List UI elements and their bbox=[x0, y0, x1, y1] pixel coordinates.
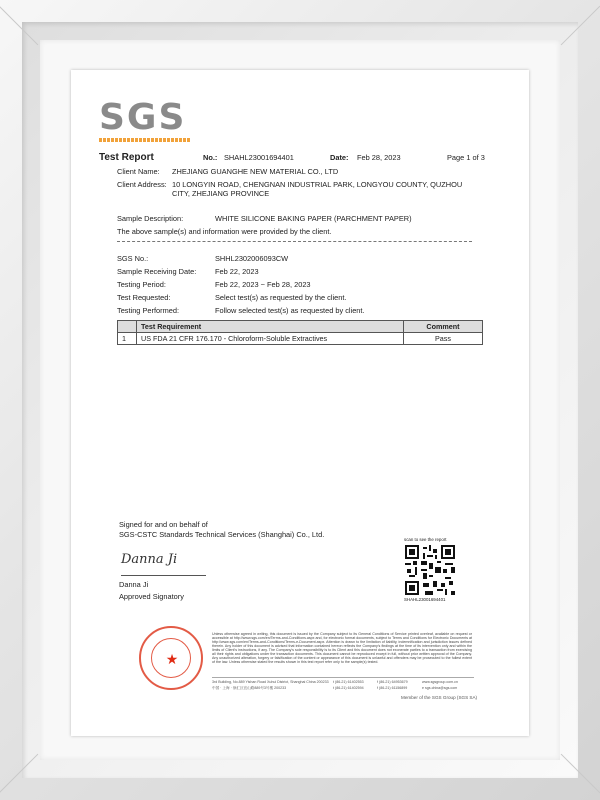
telephone-2: t (86-21) 61402594 bbox=[333, 686, 364, 690]
sample-note: The above sample(s) and information were provided by the client. bbox=[117, 227, 332, 236]
sgs-logo-text: SGS bbox=[99, 97, 187, 138]
sgs-logo bbox=[99, 97, 191, 142]
seal-inner-ring bbox=[151, 638, 191, 678]
table-header-comment: Comment bbox=[404, 321, 483, 333]
member-of-sgs-group: Member of the SGS Group (SGS SA) bbox=[401, 695, 478, 700]
table-header-requirement: Test Requirement bbox=[137, 321, 404, 333]
signature-line bbox=[121, 575, 206, 576]
report-no-label: No.: bbox=[203, 153, 218, 162]
receiving-date-value: Feb 22, 2023 bbox=[215, 267, 259, 276]
client-name-value: ZHEJIANG GUANGHE NEW MATERIAL CO., LTD bbox=[172, 167, 339, 176]
testing-period-value: Feb 22, 2023 ~ Feb 28, 2023 bbox=[215, 280, 311, 289]
client-address-line2: CITY, ZHEJIANG PROVINCE bbox=[172, 189, 270, 198]
report-date-value: Feb 28, 2023 bbox=[357, 153, 401, 162]
client-name-label: Client Name: bbox=[117, 167, 160, 176]
client-address-label: Client Address: bbox=[117, 180, 167, 189]
sgs-no-label: SGS No.: bbox=[117, 254, 149, 263]
email: e sgs.china@sgs.com bbox=[422, 686, 458, 690]
company-seal bbox=[139, 626, 203, 690]
signatory-role: Approved Signatory bbox=[119, 592, 184, 601]
testing-performed-value: Follow selected test(s) as requested by client. bbox=[215, 306, 365, 315]
test-report-document bbox=[71, 70, 529, 736]
telephone-1: t (86-21) 61402553 bbox=[333, 680, 364, 684]
sample-description-value: WHITE SILICONE BAKING PAPER (PARCHMENT PAPER) bbox=[215, 214, 412, 223]
table-header-number bbox=[118, 321, 137, 333]
receiving-date-label: Sample Receiving Date: bbox=[117, 267, 197, 276]
handwritten-signature: Danna Ji bbox=[121, 552, 178, 567]
report-no-value: SHAHL23001694401 bbox=[224, 153, 294, 162]
page-number: Page 1 of 3 bbox=[447, 153, 485, 162]
table-header-row bbox=[118, 321, 483, 333]
client-address-line1: 10 LONGYIN ROAD, CHENGNAN INDUSTRIAL PARK, LONGYOU COUNTY, QUZHOU bbox=[172, 180, 463, 189]
sgs-logo-bar bbox=[99, 138, 191, 142]
dashed-separator bbox=[117, 241, 472, 242]
report-date-label: Date: bbox=[330, 153, 349, 162]
table-cell-comment: Pass bbox=[404, 333, 483, 345]
signed-on-behalf: Signed for and on behalf of bbox=[119, 520, 208, 529]
sample-description-label: Sample Description: bbox=[117, 214, 184, 223]
table-cell-number: 1 bbox=[118, 333, 137, 345]
report-title: Test Report bbox=[99, 152, 154, 163]
fax-2: f (86-21) 61156899 bbox=[377, 686, 408, 690]
website: www.sgsgroup.com.cn bbox=[422, 680, 458, 684]
table-row bbox=[118, 333, 483, 345]
qr-code-icon bbox=[405, 545, 455, 595]
address-english: 3rd Building, No.889 Yishan Road Xuhui District, Shanghai China 200233 bbox=[212, 680, 329, 684]
table-cell-requirement: US FDA 21 CFR 176.170 - Chloroform-Soluble Extractives bbox=[137, 333, 404, 345]
qr-caption-bottom: SHAHL23001694401 bbox=[404, 597, 446, 602]
testing-performed-label: Testing Performed: bbox=[117, 306, 180, 315]
test-requested-label: Test Requested: bbox=[117, 293, 171, 302]
qr-caption-top: scan to see the report bbox=[404, 537, 447, 542]
test-requested-value: Select test(s) as requested by the client. bbox=[215, 293, 347, 302]
address-chinese: 中国 · 上海 · 徐汇区宜山路889号3号楼 200233 bbox=[212, 686, 287, 690]
star-icon: ★ bbox=[165, 651, 179, 667]
test-requirement-table bbox=[117, 320, 483, 345]
fax-1: f (86-21) 64953679 bbox=[377, 680, 408, 684]
legal-disclaimer: Unless otherwise agreed in writing, this document is issued by the Company subject to its General Conditions of Service printed overleaf, available on request or accessible at http://www.sgs.com/en/Terms-and-Conditions.aspx and, for electronic format documents, subject to Terms and Conditions for Electronic Documents at http://www.sgs.com/en/Terms-and-Conditions/Terms-e-Document.aspx. Attention is drawn to the limitation of liability, indemnification and jurisdiction issues defined therein. Any holder of this document is advised that information contained hereon reflects the Company's findings at the time of its intervention only and within the limits of Client's instructions, if any. The Company's sole responsibility is to its Client and this document does not exonerate parties to a transaction from exercising all their rights and obligations under the transaction documents. This document cannot be reproduced except in full, without prior written approval of the Company. Any unauthorized alteration, forgery or falsification of the content or appearance of this document is unlawful and offenders may be prosecuted to the fullest extent of the law. Unless otherwise stated the results shown in this test report refer only to the sample(s) tested. bbox=[212, 632, 472, 665]
sgs-no-value: SHHL2302006093CW bbox=[215, 254, 289, 263]
footer-divider bbox=[212, 677, 474, 678]
signing-company: SGS-CSTC Standards Technical Services (Shanghai) Co., Ltd. bbox=[119, 530, 325, 539]
signatory-name: Danna Ji bbox=[119, 580, 149, 589]
testing-period-label: Testing Period: bbox=[117, 280, 166, 289]
